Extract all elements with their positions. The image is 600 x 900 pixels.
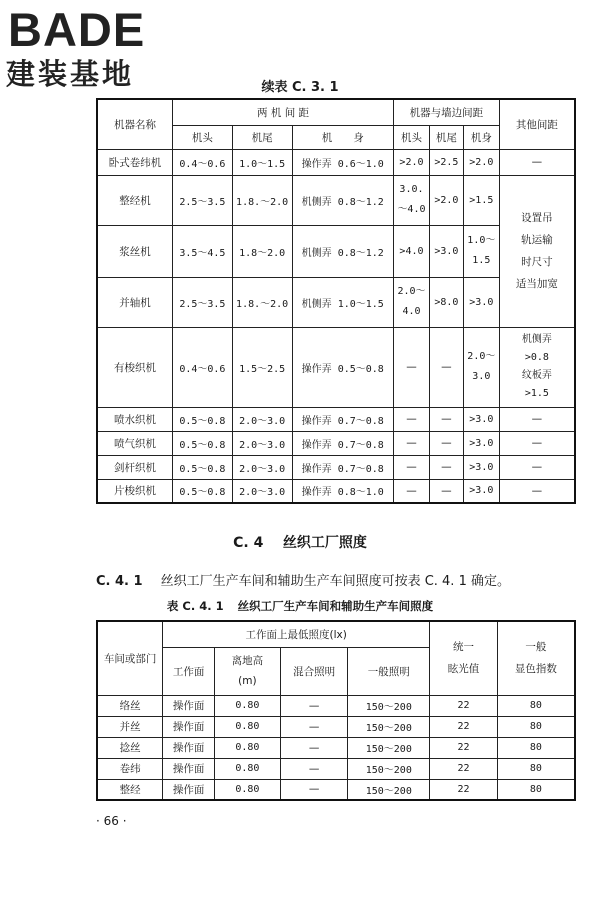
table-row — [97, 431, 575, 455]
row-wall-body: >3.0 — [463, 277, 499, 327]
row-wall-tail: — — [429, 455, 463, 479]
row-cri: 80 — [497, 779, 575, 800]
row-wall-head: — — [394, 407, 430, 431]
table2-caption — [0, 598, 600, 614]
row-head: 2.5～3.5 — [173, 277, 233, 327]
section-number: C. 4 — [233, 535, 264, 551]
row-tail: 1.0～1.5 — [232, 149, 292, 175]
row-height: 0.80 — [214, 758, 280, 779]
row-name: 喷气织机 — [97, 431, 173, 455]
row-general: 150～200 — [348, 758, 430, 779]
machine-spacing-table — [96, 98, 576, 504]
clause-number: C. 4. 1 — [96, 574, 143, 589]
row-tail: 2.0～3.0 — [232, 479, 292, 503]
row-tail: 2.0～3.0 — [232, 407, 292, 431]
row-dept: 捻丝 — [97, 737, 163, 758]
row-general: 150～200 — [348, 779, 430, 800]
row-wall-head: — — [394, 479, 430, 503]
row-wall-tail: >8.0 — [429, 277, 463, 327]
table2-caption-number: 表 C. 4. 1 — [166, 599, 224, 613]
row-name: 整经机 — [97, 175, 173, 225]
row-general: 150～200 — [348, 695, 430, 716]
row-surface: 操作面 — [163, 695, 215, 716]
row-body: 机侧弄 0.8～1.2 — [292, 175, 394, 225]
row-mixed: — — [280, 716, 348, 737]
row-height: 0.80 — [214, 779, 280, 800]
row-glare: 22 — [430, 716, 498, 737]
page-number: · 66 · — [96, 814, 127, 828]
row-wall-head: — — [394, 431, 430, 455]
row-cri: 80 — [497, 716, 575, 737]
row-dept: 并丝 — [97, 716, 163, 737]
row-name: 片梭织机 — [97, 479, 173, 503]
header-other-spacing: 其他间距 — [499, 99, 575, 149]
row-wall-head: — — [394, 327, 430, 407]
header-glare: 统一 眩光值 — [430, 621, 498, 695]
row-body: 操作弄 0.8～1.0 — [292, 479, 394, 503]
row-name: 剑杆织机 — [97, 455, 173, 479]
row-dept: 卷纬 — [97, 758, 163, 779]
row-tail: 1.5～2.5 — [232, 327, 292, 407]
header-workshop: 车间或部门 — [97, 621, 163, 695]
header-machine-to-wall: 机器与墙边间距 — [394, 99, 500, 125]
row-wall-tail: >3.0 — [429, 225, 463, 277]
table-row — [97, 716, 575, 737]
table-row — [97, 758, 575, 779]
section-title: 丝织工厂照度 — [282, 535, 367, 551]
header-min-illuminance: 工作面上最低照度(lx) — [163, 621, 430, 647]
row-surface: 操作面 — [163, 779, 215, 800]
row-glare: 22 — [430, 737, 498, 758]
row-name: 喷水织机 — [97, 407, 173, 431]
row-cri: 80 — [497, 758, 575, 779]
table-row — [97, 455, 575, 479]
row-surface: 操作面 — [163, 758, 215, 779]
row-other: — — [499, 149, 575, 175]
table-row — [97, 407, 575, 431]
clause-text: 丝织工厂生产车间和辅助生产车间照度可按表 C. 4. 1 确定。 — [160, 574, 510, 589]
header-mixed: 混合照明 — [280, 647, 348, 695]
table-row — [97, 737, 575, 758]
row-surface: 操作面 — [163, 716, 215, 737]
row-head: 3.5～4.5 — [173, 225, 233, 277]
row-head: 0.4～0.6 — [173, 327, 233, 407]
row-wall-body: 2.0～ 3.0 — [463, 327, 499, 407]
row-height: 0.80 — [214, 716, 280, 737]
row-general: 150～200 — [348, 716, 430, 737]
section-heading — [0, 532, 600, 552]
row-head: 0.5～0.8 — [173, 431, 233, 455]
row-head: 0.5～0.8 — [173, 407, 233, 431]
table1-caption: 续表 C. 3. 1 — [261, 80, 339, 95]
row-mixed: — — [280, 758, 348, 779]
header-body: 机 身 — [292, 125, 394, 149]
row-body: 操作弄 0.6～1.0 — [292, 149, 394, 175]
row-name: 并轴机 — [97, 277, 173, 327]
row-wall-tail: — — [429, 479, 463, 503]
row-height: 0.80 — [214, 737, 280, 758]
row-wall-body: >3.0 — [463, 479, 499, 503]
row-dept: 整经 — [97, 779, 163, 800]
logo-subtitle: 建装基地 — [6, 57, 135, 91]
header-wall-head: 机头 — [394, 125, 430, 149]
header-wall-tail: 机尾 — [429, 125, 463, 149]
header-height: 离地高 (m) — [214, 647, 280, 695]
row-wall-body: >3.0 — [463, 407, 499, 431]
row-head: 2.5～3.5 — [173, 175, 233, 225]
row-body: 机侧弄 1.0～1.5 — [292, 277, 394, 327]
row-body: 操作弄 0.7～0.8 — [292, 407, 394, 431]
table-row — [97, 175, 575, 225]
row-wall-body: >3.0 — [463, 431, 499, 455]
row-name: 有梭织机 — [97, 327, 173, 407]
row-body: 操作弄 0.5～0.8 — [292, 327, 394, 407]
table-row — [97, 327, 575, 407]
row-wall-tail: — — [429, 407, 463, 431]
row-general: 150～200 — [348, 737, 430, 758]
row-height: 0.80 — [214, 695, 280, 716]
row-body: 机侧弄 0.8～1.2 — [292, 225, 394, 277]
clause-paragraph — [96, 570, 510, 589]
row-other: — — [499, 479, 575, 503]
row-wall-head: >4.0 — [394, 225, 430, 277]
table-row — [97, 149, 575, 175]
row-wall-head: 3.0. ～4.0 — [394, 175, 430, 225]
row-glare: 22 — [430, 695, 498, 716]
row-other: 机侧弄 >0.8 纹板弄 >1.5 — [499, 327, 575, 407]
table-row — [97, 779, 575, 800]
row-wall-tail: >2.5 — [429, 149, 463, 175]
row-wall-head: >2.0 — [394, 149, 430, 175]
row-wall-body: >1.5 — [463, 175, 499, 225]
row-other: — — [499, 407, 575, 431]
row-body: 操作弄 0.7～0.8 — [292, 431, 394, 455]
row-cri: 80 — [497, 737, 575, 758]
header-cri: 一般 显色指数 — [497, 621, 575, 695]
row-tail: 1.8.～2.0 — [232, 175, 292, 225]
row-wall-tail: — — [429, 431, 463, 455]
row-tail: 2.0～3.0 — [232, 455, 292, 479]
row-dept: 络丝 — [97, 695, 163, 716]
illuminance-table — [96, 620, 576, 801]
row-name: 浆丝机 — [97, 225, 173, 277]
row-tail: 1.8～2.0 — [232, 225, 292, 277]
row-wall-head: 2.0～ 4.0 — [394, 277, 430, 327]
header-machine-name: 机器名称 — [97, 99, 173, 149]
row-head: 0.4～0.6 — [173, 149, 233, 175]
header-surface: 工作面 — [163, 647, 215, 695]
table-row — [97, 695, 575, 716]
row-tail: 2.0～3.0 — [232, 431, 292, 455]
header-between-machines: 两 机 间 距 — [173, 99, 394, 125]
header-head: 机头 — [173, 125, 233, 149]
logo-wordmark: BADE — [8, 3, 146, 56]
row-cri: 80 — [497, 695, 575, 716]
row-mixed: — — [280, 779, 348, 800]
row-glare: 22 — [430, 758, 498, 779]
row-wall-head: — — [394, 455, 430, 479]
header-wall-body: 机身 — [463, 125, 499, 149]
row-head: 0.5～0.8 — [173, 479, 233, 503]
row-wall-tail: — — [429, 327, 463, 407]
row-wall-tail: >2.0 — [429, 175, 463, 225]
merged-other-note: 设置吊 轨运输 时尺寸 适当加宽 — [499, 175, 575, 327]
row-other: — — [499, 431, 575, 455]
header-tail: 机尾 — [232, 125, 292, 149]
row-tail: 1.8.～2.0 — [232, 277, 292, 327]
row-mixed: — — [280, 695, 348, 716]
row-body: 操作弄 0.7～0.8 — [292, 455, 394, 479]
row-mixed: — — [280, 737, 348, 758]
row-wall-body: 1.0～ 1.5 — [463, 225, 499, 277]
row-other: — — [499, 455, 575, 479]
row-head: 0.5～0.8 — [173, 455, 233, 479]
row-name: 卧式卷纬机 — [97, 149, 173, 175]
row-glare: 22 — [430, 779, 498, 800]
table2-caption-text: 丝织工厂生产车间和辅助生产车间照度 — [237, 599, 434, 613]
header-general: 一般照明 — [348, 647, 430, 695]
table-row — [97, 479, 575, 503]
row-wall-body: >3.0 — [463, 455, 499, 479]
row-surface: 操作面 — [163, 737, 215, 758]
row-wall-body: >2.0 — [463, 149, 499, 175]
